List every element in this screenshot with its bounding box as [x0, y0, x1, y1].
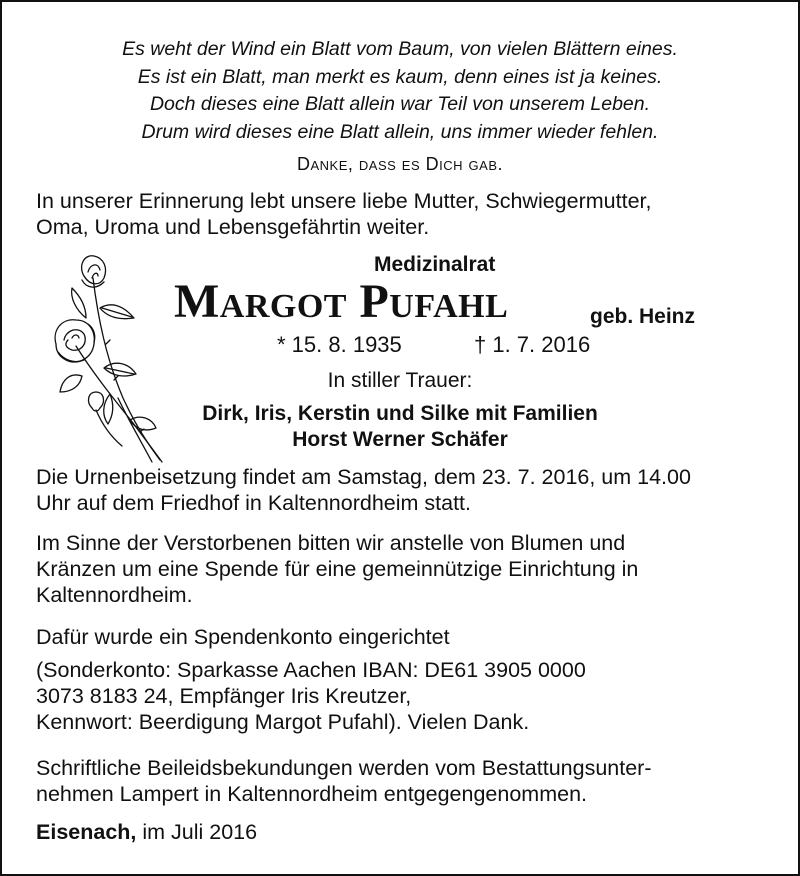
closing-place: Eisenach,: [36, 820, 137, 844]
honorific-title: Medizinalrat: [374, 253, 496, 276]
mourning-heading: In stiller Trauer:: [327, 369, 473, 392]
condolences-paragraph: [36, 755, 652, 807]
text-line: Kennwort: Beerdigung Margot Pufahl). Vielen Dank.: [36, 710, 530, 734]
text-line: 3073 8183 24, Empfänger Iris Kreutzer,: [36, 684, 412, 708]
deceased-name: Margot Pufahl: [174, 275, 509, 328]
mourner-names: Horst Werner Schäfer: [292, 428, 508, 451]
intro-line: In unserer Erinnerung lebt unsere liebe Mutter, Schwiegermutter,: [36, 189, 652, 213]
text-line: Im Sinne der Verstorbenen bitten wir anstelle von Blumen und: [36, 531, 626, 555]
death-date: † 1. 7. 2016: [474, 332, 591, 357]
poem-line: Es ist ein Blatt, man merkt es kaum, denn eines ist ja keines.: [137, 65, 663, 88]
account-details: [36, 657, 586, 735]
text-line: Uhr auf dem Friedhof in Kaltennordheim statt.: [36, 491, 471, 515]
text-line: Die Urnenbeisetzung findet am Samstag, dem 23. 7. 2016, um 14.00: [36, 465, 691, 489]
mourner-names: Dirk, Iris, Kerstin und Silke mit Familien: [202, 402, 598, 425]
account-intro: Dafür wurde ein Spendenkonto eingerichtet: [36, 625, 450, 649]
text-line: nehmen Lampert in Kaltennordheim entgegengenommen.: [36, 782, 588, 806]
intro-line: Oma, Uroma und Lebensgefährtin weiter.: [36, 215, 430, 239]
closing-date: im Juli 2016: [142, 820, 258, 844]
poem: [2, 36, 798, 146]
poem-line: Doch dieses eine Blatt allein war Teil von unserem Leben.: [149, 93, 651, 115]
text-line: Kaltennordheim.: [36, 583, 193, 607]
maiden-name: geb. Heinz: [590, 305, 696, 328]
intro-text: [36, 188, 651, 240]
poem-line: Es weht der Wind ein Blatt vom Baum, von vielen Blättern eines.: [122, 38, 678, 60]
donation-paragraph: [36, 530, 638, 608]
birth-date: * 15. 8. 1935: [277, 332, 402, 357]
text-line: Schriftliche Beileidsbekundungen werden vom Bestattungsunter-: [36, 756, 652, 780]
text-line: (Sonderkonto: Sparkasse Aachen IBAN: DE61 3905 0000: [36, 658, 586, 682]
closing-line: [36, 820, 257, 845]
text-line: Kränzen um eine Spende für eine gemeinnützige Einrichtung in: [36, 557, 639, 581]
thanks-line: Danke, dass es Dich gab.: [297, 154, 503, 174]
burial-paragraph: [36, 464, 691, 516]
poem-line: Drum wird dieses eine Blatt allein, uns immer wieder fehlen.: [141, 120, 659, 143]
